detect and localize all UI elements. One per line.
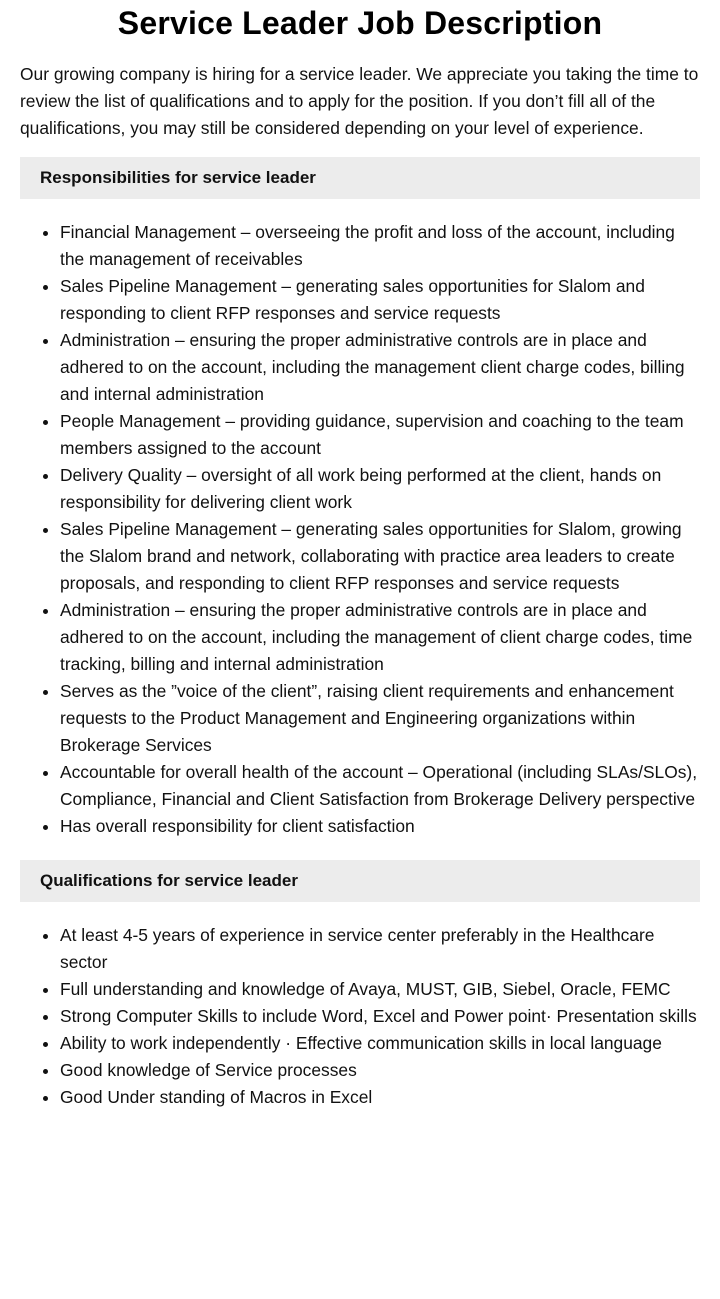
list-item: Good Under standing of Macros in Excel — [60, 1084, 700, 1111]
list-item: Strong Computer Skills to include Word, Excel and Power point· Presentation skills — [60, 1003, 700, 1030]
responsibilities-heading: Responsibilities for service leader — [20, 157, 700, 199]
qualifications-heading: Qualifications for service leader — [20, 860, 700, 902]
list-item: Good knowledge of Service processes — [60, 1057, 700, 1084]
list-item: Delivery Quality – oversight of all work being performed at the client, hands on responsibility for delivering client work — [60, 462, 700, 516]
list-item: Ability to work independently · Effective communication skills in local language — [60, 1030, 700, 1057]
list-item: Full understanding and knowledge of Avaya, MUST, GIB, Siebel, Oracle, FEMC — [60, 976, 700, 1003]
list-item: Financial Management – overseeing the profit and loss of the account, including the management of receivables — [60, 219, 700, 273]
list-item: Serves as the ”voice of the client”, raising client requirements and enhancement requests to the Product Management and Engineering organizations within Brokerage Services — [60, 678, 700, 759]
list-item: Accountable for overall health of the account – Operational (including SLAs/SLOs), Compliance, Financial and Client Satisfaction from Brokerage Delivery perspective — [60, 759, 700, 813]
list-item: Sales Pipeline Management – generating sales opportunities for Slalom and responding to client RFP responses and service requests — [60, 273, 700, 327]
section-spacer — [20, 840, 700, 845]
list-item: Administration – ensuring the proper administrative controls are in place and adhered to on the account, including the management of client charge codes, time tracking, billing and internal administration — [60, 597, 700, 678]
list-item: At least 4-5 years of experience in service center preferably in the Healthcare sector — [60, 922, 700, 976]
intro-paragraph: Our growing company is hiring for a service leader. We appreciate you taking the time to review the list of qualifications and to apply for the position. If you don’t fill all of the qualifications, you may still be considered depending on your level of experience. — [20, 64, 699, 138]
list-item: Has overall responsibility for client satisfaction — [60, 813, 700, 840]
responsibilities-list — [20, 219, 700, 840]
qualifications-list — [20, 922, 700, 1111]
list-item: Sales Pipeline Management – generating sales opportunities for Slalom, growing the Slalom brand and network, collaborating with practice area leaders to create proposals, and responding to client RFP responses and service requests — [60, 516, 700, 597]
list-item: People Management – providing guidance, supervision and coaching to the team members assigned to the account — [60, 408, 700, 462]
page-title: Service Leader Job Description — [117, 5, 603, 41]
list-item: Administration – ensuring the proper administrative controls are in place and adhered to on the account, including the management client charge codes, billing and internal administration — [60, 327, 700, 408]
